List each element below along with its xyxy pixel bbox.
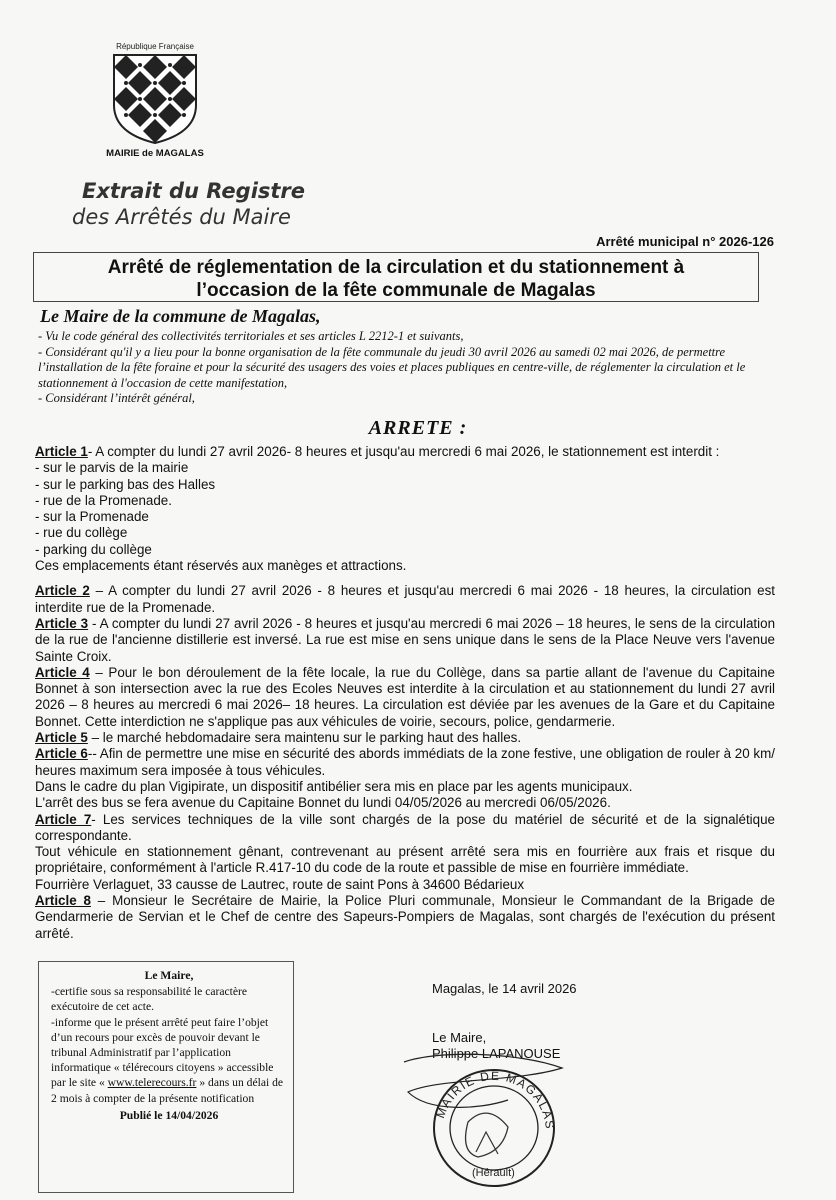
- article-4-label: Article 4: [35, 664, 90, 680]
- maire-heading: Le Maire de la commune de Magalas,: [40, 306, 321, 326]
- article-6: [35, 746, 775, 779]
- coat-of-arms-icon: [112, 53, 198, 145]
- recours-line2-end: » dans un délai de 2 mois à compter de la présente notification: [51, 1076, 284, 1105]
- place-date: Magalas, le 14 avril 2026: [432, 981, 577, 996]
- article-6-line3: L'arrêt des bus se fera avenue du Capitaine Bonnet du lundi 04/05/2026 au mercredi 06/05/2026.: [35, 795, 611, 811]
- article-3: [35, 616, 775, 665]
- article-4-text: – Pour le bon déroulement de la fête locale, la rue du Collège, dans sa partie allant de l'avenue du Capitaine Bonnet à son intersection avec la rue des Ecoles Neuves est interdite à la circulation et au stationnement du lundi 27 avril 2026 – 8 heures au mercredi 6 mai 2026– 18 heures. La circulation est déviée par les avenues de la Gare et du Capitaine Bonnet. Cette interdiction ne s'applique pas aux véhicules de voirie, secours, police, gendarmerie.: [35, 664, 775, 729]
- article-2-label: Article 2: [35, 583, 90, 599]
- article-7: [35, 812, 775, 845]
- article-6-text: -- Afin de permettre une mise en sécurité des abords immédiats de la zone festive, une obligation de rouler à 20 km/ heures maximum sera imposée à tous véhicules.: [35, 746, 776, 778]
- published-date: Publié le 14/04/2026: [119, 1108, 219, 1122]
- article-1: [35, 444, 775, 460]
- list-item: - parking du collège: [35, 541, 152, 557]
- registre-line1: Extrait du Registre: [82, 179, 306, 203]
- mairie-stamp-icon: [398, 1052, 568, 1192]
- mairie-logo: [100, 42, 210, 159]
- article-7-line2: Tout véhicule en stationnement gênant, contrevenant au présent arrêté sera mis en fourrière aux frais et risque du propriétaire, conformément à l'article R.417-10 du code de la route et passible de mise en fourrière immédiate.: [35, 844, 775, 876]
- article-8: [35, 893, 775, 942]
- republique-label: République Française: [116, 42, 194, 51]
- list-item: - rue du collège: [35, 525, 128, 541]
- arrete-number: Arrêté municipal n° 2026-126: [596, 234, 774, 249]
- title-line2: l’occasion de la fête communale de Magalas: [196, 280, 596, 301]
- article-7-text: - Les services techniques de la ville sont chargés de la pose du matériel de sécurité et de la signalétique correspondante.: [35, 811, 776, 843]
- articles: [35, 444, 775, 942]
- arrete-heading: ARRETE :: [368, 417, 468, 439]
- recours-line2: [51, 1015, 287, 1106]
- recours-line1: -certifie sous sa responsabilité le caractère exécutoire de cet acte.: [51, 985, 248, 1014]
- article-1-note: Ces emplacements étant réservés aux manèges et attractions.: [35, 558, 407, 574]
- article-1-text: - A compter du lundi 27 avril 2026- 8 heures et jusqu'au mercredi 6 mai 2026, le stationnement est interdit :: [87, 444, 720, 459]
- article-3-label: Article 3: [35, 615, 89, 631]
- article-8-text: – Monsieur le Secrétaire de Mairie, la Police Pluri communale, Monsieur le Commandant de la Brigade de Gendarmerie de Servian et le Chef de centre des Sapeurs-Pompiers de Magalas, sont chargés de l'exécution du présent arrêté.: [35, 893, 776, 941]
- article-7-line3: Fourrière Verlaguet, 33 causse de Lautrec, route de saint Pons à 34600 Bédarieux: [35, 876, 525, 892]
- article-5-text: – le marché hebdomadaire sera maintenu sur le parking haut des halles.: [87, 730, 522, 746]
- article-3-text: - A compter du lundi 27 avril 2026 - 8 heures et jusqu'au mercredi 6 mai 2026 – 18 heures, le sens de la circulation de la rue de l'ancienne distillerie est inversé. La rue est mise en sens unique dans le sens de la Place Neuve vers l'avenue Sainte Croix.: [35, 615, 776, 664]
- list-item: - rue de la Promenade.: [35, 492, 172, 508]
- list-item: - sur la Promenade: [35, 509, 149, 525]
- article-2-text: – A compter du lundi 27 avril 2026 - 8 heures et jusqu'au mercredi 6 mai 2026 - 18 heures, la circulation est interdite rue de la Promenade.: [35, 583, 775, 615]
- considerants: [38, 329, 783, 407]
- stamp-top-text: MAIRIE DE MAGALAS: [433, 1068, 558, 1131]
- signature-name: Philippe LAPANOUSE: [432, 1046, 561, 1061]
- stamp-bottom-text: (Hérault): [472, 1167, 515, 1179]
- article-8-label: Article 8: [35, 893, 91, 909]
- mairie-label: MAIRIE de MAGALAS: [106, 148, 204, 159]
- title-line1: Arrêté de réglementation de la circulation et du stationnement à: [107, 257, 685, 278]
- article-7-label: Article 7: [35, 811, 92, 827]
- recours-line2-start: -informe que le présent arrêté peut faire l’objet d’un recours pour excès de pouvoir devant le tribunal Administratif par l’application informatique « télérecours citoyens » accessible par le site «: [51, 1015, 274, 1090]
- telerecours-link[interactable]: www.telerecours.fr: [107, 1076, 197, 1090]
- recours-heading: Le Maire,: [144, 969, 194, 982]
- article-5-label: Article 5: [35, 730, 88, 746]
- article-6-label: Article 6: [35, 746, 88, 762]
- considerant-3: - Considérant l’intérêt général,: [38, 391, 195, 405]
- article-6-line2: Dans le cadre du plan Vigipirate, un dispositif antibélier sera mis en place par les agents municipaux.: [35, 778, 633, 794]
- list-item: - sur le parvis de la mairie: [35, 460, 189, 476]
- article-4: [35, 665, 775, 730]
- considerant-2: - Considérant qu'il y a lieu pour la bonne organisation de la fête communale du jeudi 30 avril 2026 au samedi 02 mai 2026, de permettre l’installation de la fête foraine et pour la sécurité des usagers des voies et places publiques en centre-ville, de réglementer la circulation et le stationnement à l'occasion de cette manifestation,: [38, 344, 746, 390]
- article-1-label: Article 1: [35, 444, 88, 459]
- registre-line2: des Arrêtés du Maire: [72, 205, 291, 229]
- svg-text:MAIRIE DE MAGALAS: [433, 1069, 557, 1131]
- article-5: [35, 730, 775, 746]
- recours-box: [38, 961, 294, 1193]
- signature-role: Le Maire,: [432, 1030, 487, 1045]
- title-box: [33, 252, 759, 302]
- list-item: - sur le parking bas des Halles: [35, 476, 216, 492]
- article-2: [35, 583, 775, 616]
- registre-heading: [72, 178, 305, 230]
- considerant-1: - Vu le code général des collectivités territoriales et ses articles L 2212-1 et suivants,: [38, 329, 464, 343]
